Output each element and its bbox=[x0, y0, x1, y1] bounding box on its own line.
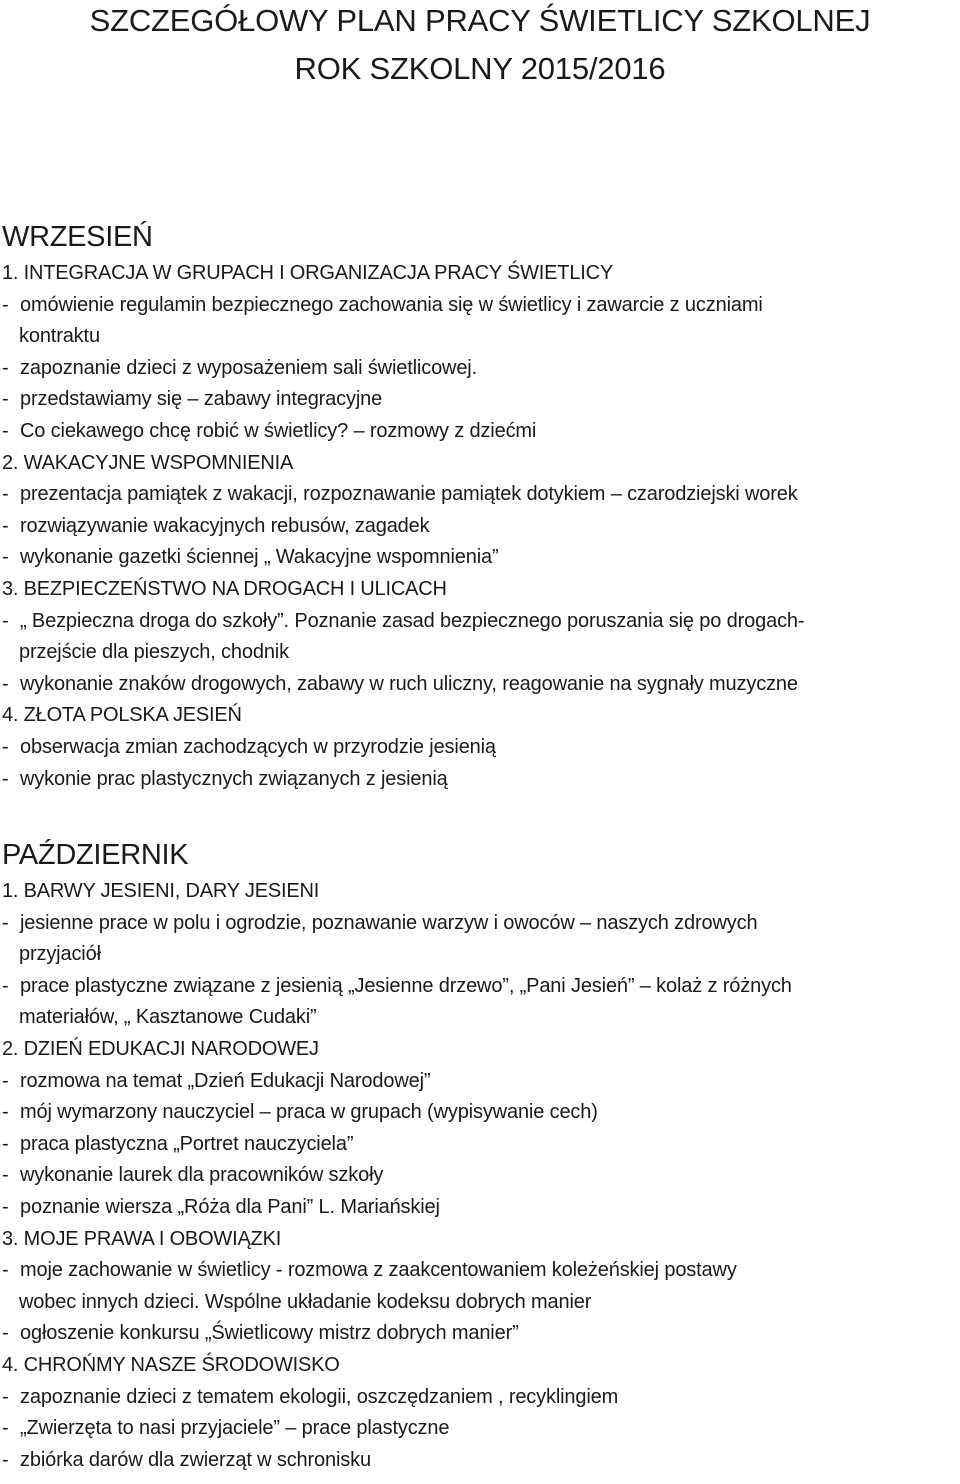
list-item-text: wykonie prac plastycznych związanych z jesienią bbox=[20, 767, 448, 790]
list-item-text: rozwiązywanie wakacyjnych rebusów, zagadek bbox=[20, 514, 430, 537]
list-item-text: praca plastyczna „Portret nauczyciela” bbox=[20, 1132, 354, 1155]
list-dash: - bbox=[2, 1196, 9, 1218]
list-item bbox=[2, 973, 792, 999]
list-item bbox=[2, 1415, 449, 1441]
list-item-text: „Zwierzęta to nasi przyjaciele” – prace plastyczne bbox=[20, 1417, 450, 1440]
list-item-text: wykonanie znaków drogowych, zabawy w ruch uliczny, reagowanie na sygnały muzyczne bbox=[20, 672, 798, 695]
list-dash: - bbox=[2, 420, 9, 442]
section-heading: 3. MOJE PRAWA I OBOWIĄZKI bbox=[2, 1227, 282, 1250]
list-dash: - bbox=[2, 388, 9, 411]
list-item-continuation: materiałów, „ Kasztanowe Cudaki” bbox=[19, 1006, 317, 1029]
list-item-text: prezentacja pamiątek z wakacji, rozpoznawanie pamiątek dotykiem – czarodziejski worek bbox=[20, 483, 798, 506]
list-dash: - bbox=[2, 1417, 9, 1440]
list-dash: - bbox=[2, 736, 9, 758]
list-item-text: rozmowa na temat „Dzień Edukacji Narodowej” bbox=[20, 1069, 431, 1092]
list-item-text: wykonanie laurek dla pracowników szkoły bbox=[20, 1164, 384, 1187]
list-dash: - bbox=[2, 483, 9, 506]
list-item bbox=[2, 1447, 371, 1473]
list-item bbox=[2, 292, 763, 318]
list-item-text: zapoznanie dzieci z wyposażeniem sali świetlicowej. bbox=[20, 356, 478, 379]
document-subtitle: ROK SZKOLNY 2015/2016 bbox=[294, 51, 666, 86]
list-dash: - bbox=[2, 672, 9, 695]
list-item bbox=[2, 544, 499, 570]
list-item-text: mój wymarzony nauczyciel – praca w grupach (wypisywanie cech) bbox=[20, 1101, 598, 1124]
section-heading: 1. BARWY JESIENI, DARY JESIENI bbox=[2, 880, 320, 902]
section-heading: 1. INTEGRACJA W GRUPACH I ORGANIZACJA PRACY ŚWIETLICY bbox=[2, 262, 613, 284]
list-dash: - bbox=[2, 514, 9, 537]
section-heading: 2. DZIEŃ EDUKACJI NARODOWEJ bbox=[2, 1038, 319, 1060]
list-item-text: zbiórka darów dla zwierząt w schronisku bbox=[20, 1448, 371, 1471]
list-item-continuation: przejście dla pieszych, chodnik bbox=[19, 641, 289, 664]
list-dash: - bbox=[2, 911, 9, 934]
list-item-text: moje zachowanie w świetlicy - rozmowa z zaakcentowaniem koleżeńskiej postawy bbox=[20, 1259, 737, 1282]
list-item bbox=[2, 1384, 618, 1410]
list-item-continuation: wobec innych dzieci. Wspólne układanie kodeksu dobrych manier bbox=[19, 1290, 592, 1313]
list-item bbox=[2, 1162, 383, 1188]
list-dash: - bbox=[2, 1448, 9, 1471]
list-item bbox=[2, 481, 798, 507]
section-heading: 4. ZŁOTA POLSKA JESIEŃ bbox=[2, 704, 242, 727]
list-item bbox=[2, 386, 382, 412]
list-item-text: wykonanie gazetki ściennej „ Wakacyjne wspomnienia” bbox=[20, 546, 499, 569]
list-item bbox=[2, 355, 477, 381]
list-item-text: poznanie wiersza „Róża dla Pani” L. Mariańskiej bbox=[20, 1196, 440, 1218]
month-heading: PAŹDZIERNIK bbox=[2, 839, 189, 871]
list-dash: - bbox=[2, 1259, 9, 1282]
list-item bbox=[2, 513, 429, 539]
list-dash: - bbox=[2, 1322, 9, 1345]
list-item bbox=[2, 608, 804, 634]
document-title: SZCZEGÓŁOWY PLAN PRACY ŚWIETLICY SZKOLNEJ bbox=[89, 3, 871, 38]
list-dash: - bbox=[2, 356, 9, 379]
list-item-text: jesienne prace w polu i ogrodzie, poznawanie warzyw i owoców – naszych zdrowych bbox=[20, 911, 758, 934]
list-dash: - bbox=[2, 1101, 9, 1124]
list-dash: - bbox=[2, 546, 9, 569]
list-dash: - bbox=[2, 293, 9, 316]
list-item-continuation: przyjaciół bbox=[19, 943, 101, 966]
section-heading: 3. BEZPIECZEŃSTWO NA DROGACH I ULICACH bbox=[2, 578, 447, 600]
list-item bbox=[2, 1068, 430, 1094]
list-item bbox=[2, 1099, 598, 1125]
list-dash: - bbox=[2, 1385, 9, 1408]
list-dash: - bbox=[2, 1164, 9, 1187]
list-item-text: „ Bezpieczna droga do szkoły”. Poznanie zasad bezpiecznego poruszania się po drogach- bbox=[20, 609, 805, 632]
section-heading: 2. WAKACYJNE WSPOMNIENIA bbox=[2, 451, 294, 474]
list-dash: - bbox=[2, 767, 9, 790]
list-item bbox=[2, 734, 496, 760]
list-item bbox=[2, 671, 798, 697]
list-dash: - bbox=[2, 1069, 9, 1092]
list-item bbox=[2, 766, 448, 792]
list-dash: - bbox=[2, 1132, 9, 1155]
section-heading: 4. CHROŃMY NASZE ŚRODOWISKO bbox=[2, 1354, 340, 1376]
list-dash: - bbox=[2, 974, 9, 997]
list-dash: - bbox=[2, 609, 9, 632]
list-item bbox=[2, 1194, 440, 1220]
month-heading: WRZESIEŃ bbox=[2, 221, 153, 253]
list-item bbox=[2, 1257, 737, 1283]
list-item-continuation: kontraktu bbox=[19, 325, 100, 348]
list-item-text: obserwacja zmian zachodzących w przyrodzie jesienią bbox=[20, 736, 496, 758]
list-item-text: omówienie regulamin bezpiecznego zachowania się w świetlicy i zawarcie z uczniami bbox=[20, 293, 763, 316]
list-item bbox=[2, 1131, 353, 1157]
list-item bbox=[2, 1320, 519, 1346]
list-item-text: przedstawiamy się – zabawy integracyjne bbox=[20, 388, 383, 411]
list-item-text: Co ciekawego chcę robić w świetlicy? – rozmowy z dziećmi bbox=[20, 420, 537, 442]
list-item-text: zapoznanie dzieci z tematem ekologii, oszczędzaniem , recyklingiem bbox=[20, 1385, 619, 1408]
list-item bbox=[2, 418, 536, 444]
list-item-text: ogłoszenie konkursu „Świetlicowy mistrz dobrych manier” bbox=[20, 1322, 519, 1345]
list-item bbox=[2, 910, 757, 936]
list-item-text: prace plastyczne związane z jesienią „Jesienne drzewo”, „Pani Jesień” – kolaż z różnych bbox=[20, 974, 792, 997]
